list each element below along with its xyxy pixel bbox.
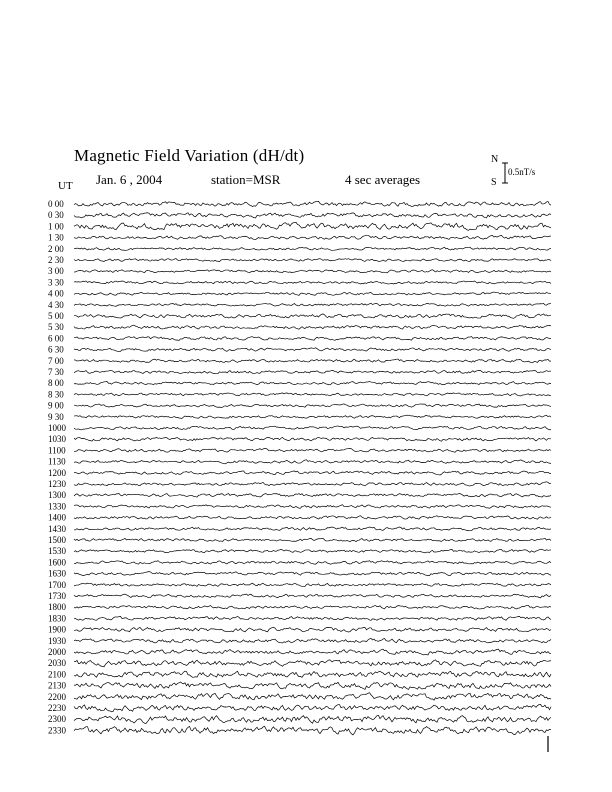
row-label: 8 30: [48, 389, 64, 400]
trace-line: [74, 549, 551, 553]
row-label: 1430: [48, 523, 66, 534]
averaging-label: 4 sec averages: [345, 172, 421, 187]
row-label: 1130: [48, 456, 66, 467]
trace-line: [74, 247, 551, 250]
trace-line: [74, 213, 551, 218]
trace-line: [74, 393, 551, 396]
row-label: 2230: [48, 703, 66, 713]
row-label: 5 00: [48, 311, 64, 321]
row-label: 2330: [48, 725, 66, 736]
station-label: station=MSR: [211, 172, 281, 187]
trace-line: [74, 382, 551, 385]
scale-south-label: S: [491, 177, 497, 188]
row-label: 1830: [48, 613, 66, 624]
trace-line: [74, 337, 551, 341]
row-label: 1300: [48, 490, 66, 501]
row-label: 1000: [48, 423, 66, 433]
row-label: 1400: [48, 512, 66, 523]
row-label: 1500: [48, 535, 66, 545]
trace-line: [74, 671, 551, 677]
row-label: 3 00: [48, 266, 64, 277]
trace-line: [74, 704, 551, 711]
trace-line: [74, 348, 551, 352]
trace-line: [74, 516, 551, 520]
row-label: 1230: [48, 479, 66, 489]
trace-line: [74, 314, 551, 318]
row-label: 1330: [48, 501, 66, 512]
trace-line: [74, 437, 551, 441]
traces: [74, 201, 551, 735]
trace-line: [74, 726, 551, 735]
trace-line: [74, 222, 551, 230]
row-label: 0 00: [48, 199, 64, 209]
trace-line: [74, 325, 551, 329]
trace-line: [74, 660, 551, 667]
scale-value-label: 0.5nT/s: [508, 167, 536, 177]
row-label: 2030: [48, 658, 66, 669]
row-label: 1700: [48, 579, 66, 590]
trace-line: [74, 448, 551, 452]
trace-line: [74, 270, 551, 273]
row-label: 1600: [48, 557, 66, 568]
trace-line: [74, 415, 551, 418]
trace-line: [74, 281, 551, 284]
ut-axis-label: UT: [58, 180, 73, 192]
trace-line: [74, 404, 551, 407]
trace-line: [74, 201, 551, 206]
row-label: 2 30: [48, 255, 64, 265]
row-label: 2100: [48, 669, 66, 680]
trace-line: [74, 627, 551, 632]
row-label: 1930: [48, 635, 66, 646]
row-label: 1030: [48, 434, 66, 445]
row-label: 7 00: [48, 355, 64, 366]
trace-line: [74, 482, 551, 486]
trace-line: [74, 471, 551, 475]
row-label: 2300: [48, 714, 66, 725]
row-label: 4 30: [48, 299, 64, 310]
row-label: 1800: [48, 602, 66, 613]
row-label: 1900: [48, 624, 66, 635]
row-label: 1100: [48, 445, 66, 456]
row-label: 1 00: [48, 221, 64, 232]
row-label: 9 30: [48, 411, 64, 422]
row-label: 6 30: [48, 344, 64, 355]
trace-line: [74, 638, 551, 643]
scale-bar: [502, 163, 508, 183]
trace-line: [74, 527, 551, 531]
trace-line: [74, 359, 551, 362]
trace-line: [74, 538, 551, 541]
row-label: 4 00: [48, 288, 64, 299]
row-label: 1730: [48, 591, 66, 601]
date-label: Jan. 6 , 2004: [96, 172, 163, 187]
trace-line: [74, 292, 551, 295]
row-labels: [48, 199, 67, 735]
trace-line: [74, 616, 551, 620]
trace-line: [74, 561, 551, 565]
trace-line: [74, 303, 551, 306]
trace-line: [74, 426, 551, 430]
row-label: 2 00: [48, 243, 64, 254]
row-label: 2200: [48, 691, 66, 702]
row-label: 2000: [48, 647, 66, 657]
row-label: 9 00: [48, 400, 64, 411]
row-label: 5 30: [48, 322, 64, 333]
trace-line: [74, 235, 551, 239]
trace-line: [74, 715, 551, 723]
trace-line: [74, 583, 551, 586]
trace-line: [74, 572, 551, 576]
scale-north-label: N: [491, 154, 499, 165]
row-label: 3 30: [48, 277, 64, 288]
row-label: 6 00: [48, 333, 64, 344]
trace-line: [74, 682, 551, 689]
trace-line: [74, 505, 551, 509]
trace-line: [74, 605, 551, 609]
trace-line: [74, 370, 551, 373]
row-label: 0 30: [48, 210, 64, 221]
trace-line: [74, 649, 551, 655]
trace-line: [74, 493, 551, 497]
trace-line: [74, 594, 551, 598]
row-label: 1 30: [48, 232, 64, 243]
row-label: 2130: [48, 680, 66, 691]
row-label: 8 00: [48, 378, 64, 389]
row-label: 1530: [48, 546, 66, 557]
trace-line: [74, 693, 551, 701]
trace-line: [74, 460, 551, 464]
row-label: 1200: [48, 467, 66, 478]
row-label: 7 30: [48, 367, 64, 377]
trace-line: [74, 258, 551, 261]
row-label: 1630: [48, 568, 66, 579]
chart-title: Magnetic Field Variation (dH/dt): [74, 146, 305, 165]
